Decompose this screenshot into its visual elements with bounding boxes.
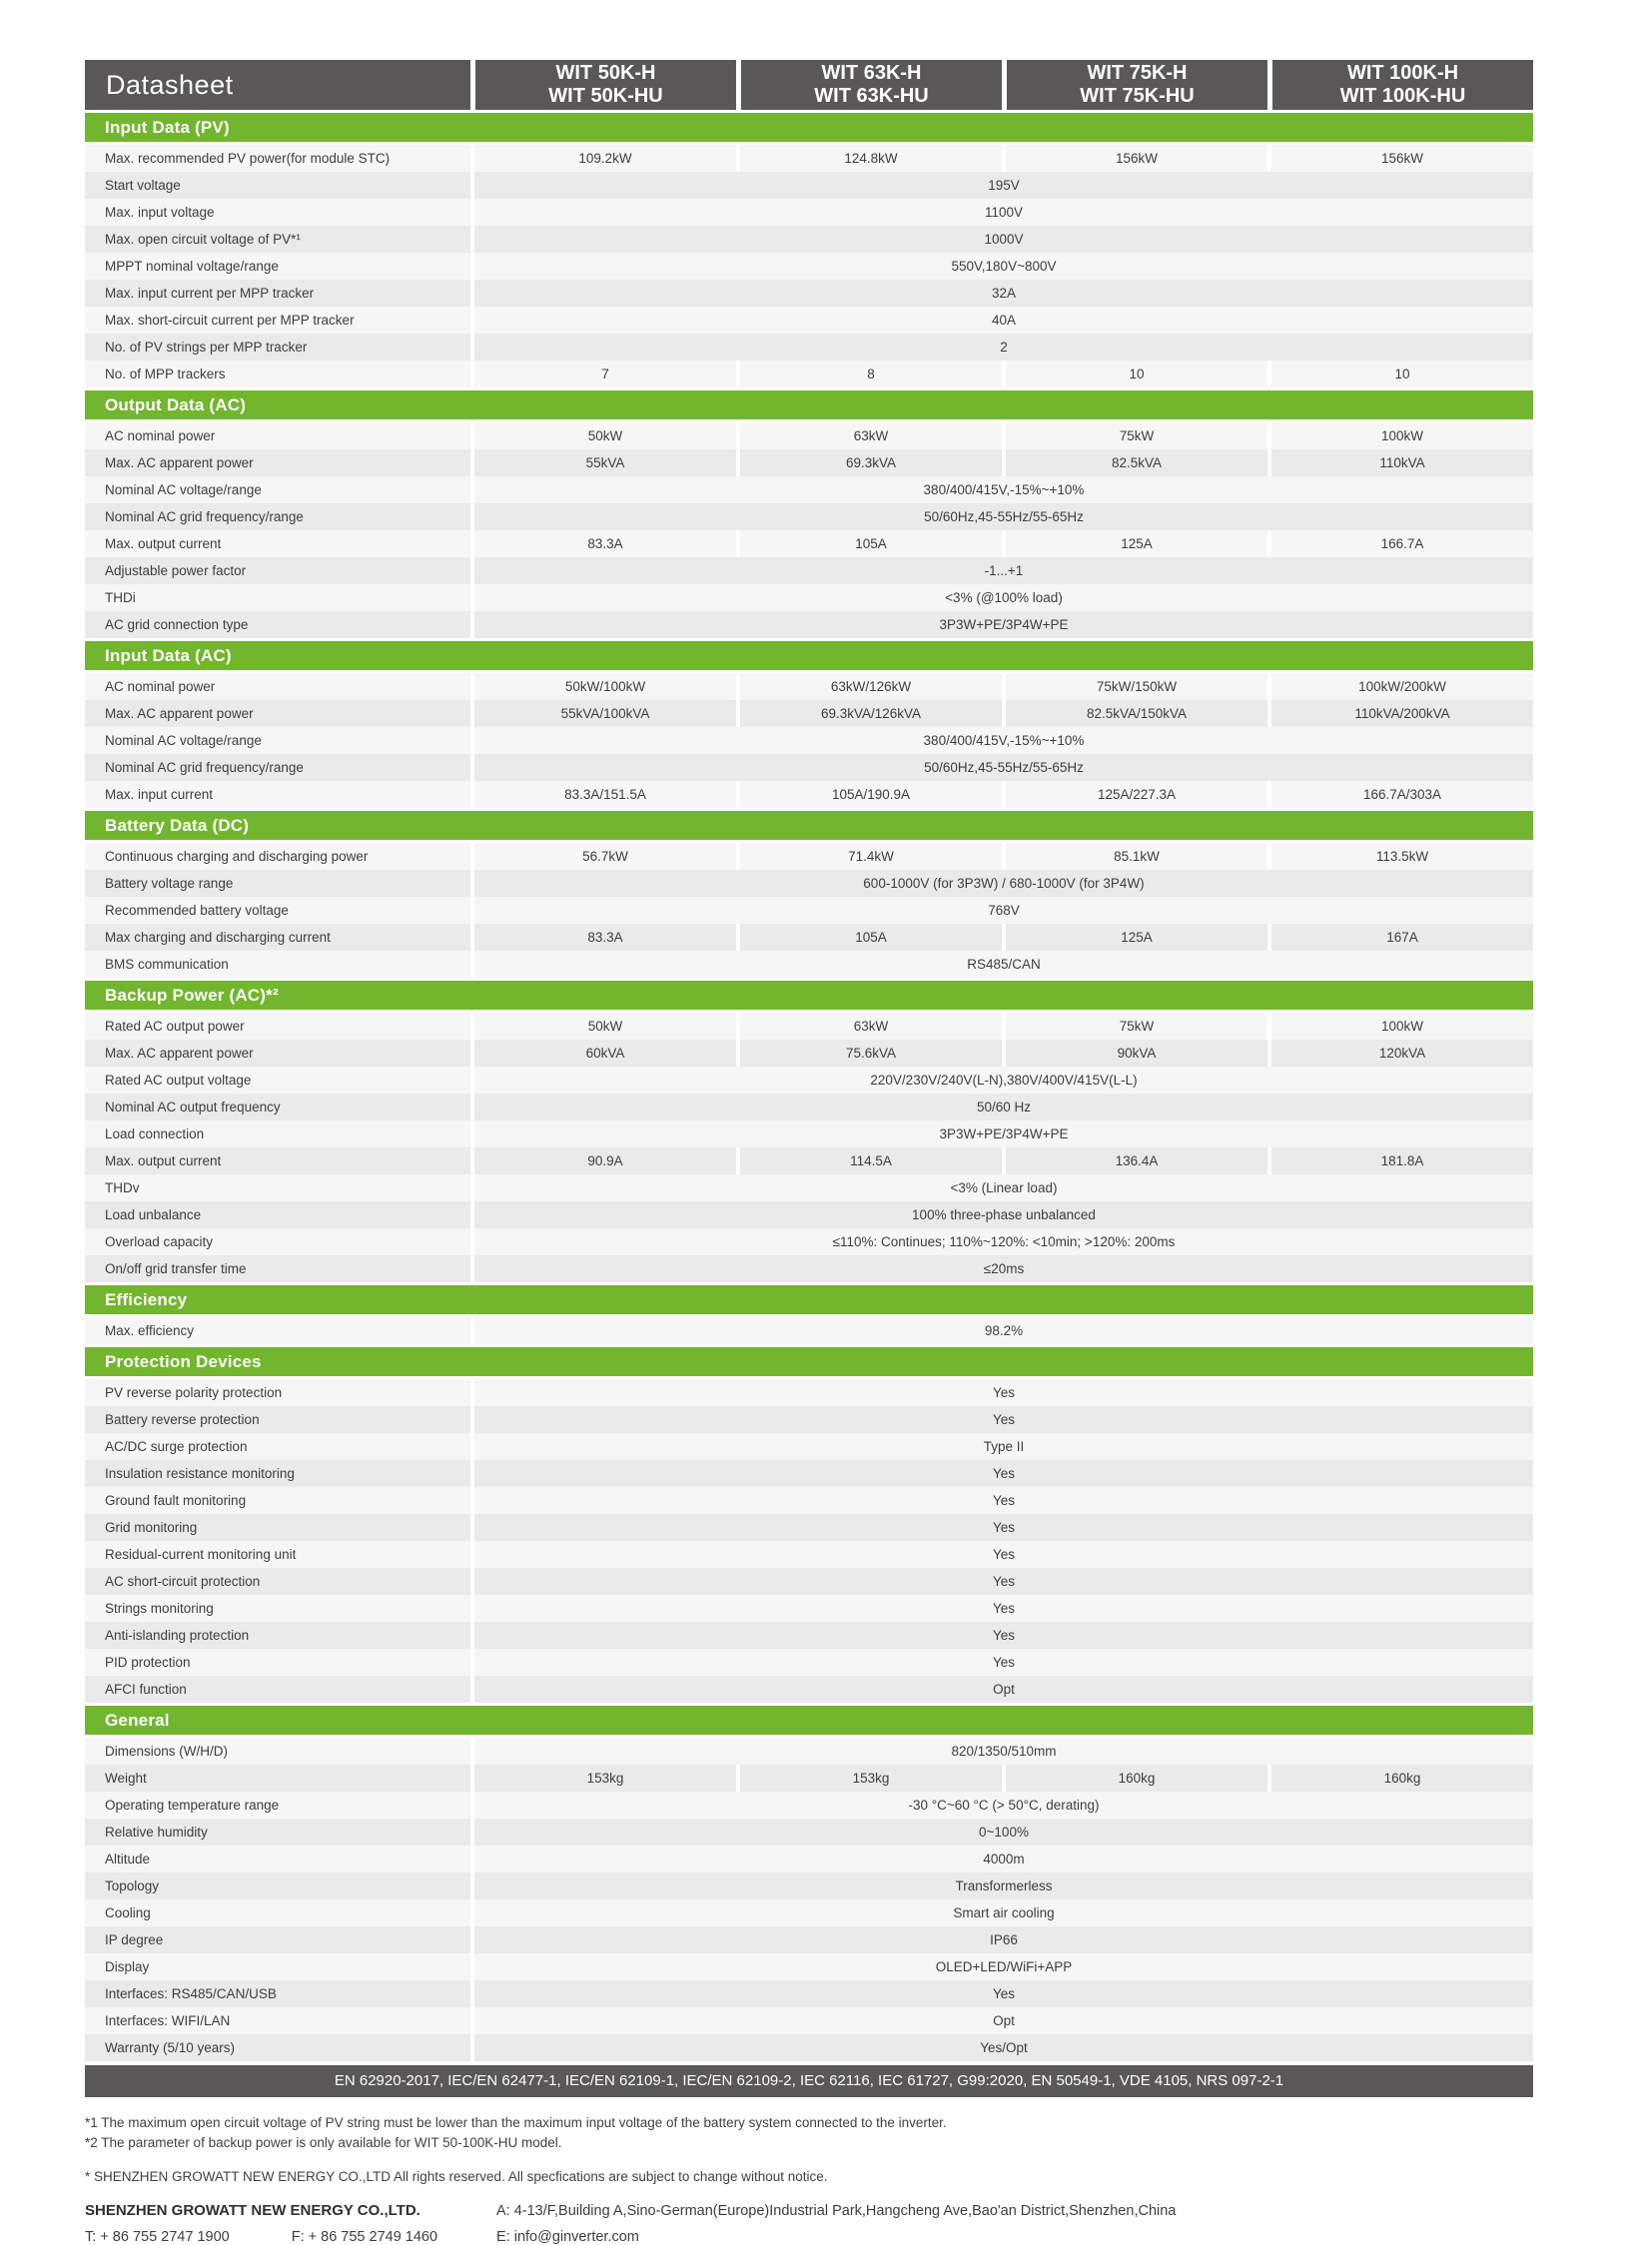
spec-row [85,1649,1533,1676]
spec-row [85,1201,1533,1228]
spec-value: 120kVA [1267,1040,1533,1067]
spec-row [85,1379,1533,1406]
spec-label: IP degree [85,1926,470,1953]
spec-value-span: 768V [470,897,1533,924]
spec-value: 83.3A/151.5A [470,781,736,808]
spec-row [85,1406,1533,1433]
spec-row [85,199,1533,226]
spec-label: No. of PV strings per MPP tracker [85,334,470,361]
spec-row [85,1433,1533,1460]
spec-value: 110kVA/200kVA [1267,700,1533,727]
spec-label: Operating temperature range [85,1792,470,1819]
spec-value-span: <3% (@100% load) [470,584,1533,611]
spec-label: Nominal AC grid frequency/range [85,754,470,781]
spec-value: 136.4A [1002,1147,1267,1174]
spec-row [85,530,1533,557]
company-name: SHENZHEN GROWATT NEW ENERGY CO.,LTD. [85,2202,420,2219]
spec-row [85,1147,1533,1174]
spec-row [85,727,1533,754]
section-header: Backup Power (AC)*² [85,981,1533,1010]
spec-value: 156kW [1002,145,1267,172]
spec-value-span: 220V/230V/240V(L-N),380V/400V/415V(L-L) [470,1067,1533,1094]
spec-row [85,1568,1533,1595]
section-header: General [85,1706,1533,1735]
spec-row [85,1765,1533,1792]
spec-row [85,611,1533,638]
spec-value: 60kVA [470,1040,736,1067]
spec-row [85,1317,1533,1344]
spec-row [85,361,1533,387]
spec-row [85,1738,1533,1765]
footnotes [85,2113,1533,2153]
spec-value-span: 820/1350/510mm [470,1738,1533,1765]
model-name-line1: WIT 50K-H [555,62,656,84]
spec-value: 8 [736,361,1002,387]
spec-row [85,1094,1533,1121]
spec-value-span: ≤110%: Continues; 110%~120%: <10min; >120%: 200ms [470,1228,1533,1255]
spec-value: 105A [736,530,1002,557]
spec-value-span: Opt [470,1676,1533,1703]
spec-value: 71.4kW [736,843,1002,870]
model-column-header [1267,60,1533,110]
spec-row [85,700,1533,727]
spec-label: Max. AC apparent power [85,1040,470,1067]
spec-label: AC short-circuit protection [85,1568,470,1595]
model-name-line2: WIT 75K-HU [1080,85,1195,107]
spec-row [85,145,1533,172]
spec-value-span: Yes [470,1595,1533,1622]
spec-value: 181.8A [1267,1147,1533,1174]
spec-row [85,1487,1533,1514]
spec-label: Rated AC output power [85,1013,470,1040]
spec-label: AC nominal power [85,673,470,700]
spec-value-span: Yes [470,1622,1533,1649]
spec-row [85,1541,1533,1568]
spec-row [85,754,1533,781]
spec-row [85,1819,1533,1846]
spec-label: Load connection [85,1121,470,1147]
spec-label: On/off grid transfer time [85,1255,470,1282]
spec-value-span: -30 °C~60 °C (> 50°C, derating) [470,1792,1533,1819]
spec-label: Max. short-circuit current per MPP tracker [85,307,470,334]
spec-label: Nominal AC output frequency [85,1094,470,1121]
spec-value-span: 1000V [470,226,1533,253]
spec-row [85,1899,1533,1926]
spec-label: Altitude [85,1846,470,1872]
spec-value: 125A [1002,530,1267,557]
spec-row [85,1980,1533,2007]
spec-row [85,476,1533,503]
spec-value: 124.8kW [736,145,1002,172]
spec-label: Weight [85,1765,470,1792]
spec-row [85,843,1533,870]
spec-label: AC/DC surge protection [85,1433,470,1460]
spec-value-span: Yes [470,1406,1533,1433]
spec-label: PV reverse polarity protection [85,1379,470,1406]
spec-value-span: 98.2% [470,1317,1533,1344]
model-name-line2: WIT 100K-HU [1339,85,1466,107]
spec-label: Max. recommended PV power(for module STC) [85,145,470,172]
spec-label: Battery voltage range [85,870,470,897]
spec-label: THDi [85,584,470,611]
spec-row [85,897,1533,924]
spec-value-span: Opt [470,2007,1533,2034]
spec-value: 69.3kVA [736,449,1002,476]
spec-label: Continuous charging and discharging power [85,843,470,870]
spec-label: Nominal AC voltage/range [85,476,470,503]
page-title: Datasheet [85,60,470,110]
spec-value-span: 600-1000V (for 3P3W) / 680-1000V (for 3P4W) [470,870,1533,897]
spec-value: 167A [1267,924,1533,951]
spec-label: Recommended battery voltage [85,897,470,924]
spec-row [85,253,1533,280]
spec-value-span: 50/60Hz,45-55Hz/55-65Hz [470,754,1533,781]
model-column-header [470,60,736,110]
spec-value: 10 [1002,361,1267,387]
spec-value: 160kg [1002,1765,1267,1792]
spec-value: 90kVA [1002,1040,1267,1067]
spec-value-span: -1...+1 [470,557,1533,584]
spec-value: 50kW [470,1013,736,1040]
section-header: Input Data (PV) [85,113,1533,142]
spec-value: 100kW [1267,422,1533,449]
spec-value-span: ≤20ms [470,1255,1533,1282]
spec-table-body [85,113,1533,2061]
spec-label: Nominal AC voltage/range [85,727,470,754]
spec-label: Cooling [85,1899,470,1926]
section-header: Battery Data (DC) [85,811,1533,840]
spec-value: 75kW [1002,422,1267,449]
spec-row [85,584,1533,611]
spec-row [85,951,1533,978]
spec-value: 166.7A [1267,530,1533,557]
spec-value-span: Yes [470,1487,1533,1514]
spec-value: 82.5kVA/150kVA [1002,700,1267,727]
spec-value-span: 50/60 Hz [470,1094,1533,1121]
model-column-header [1002,60,1267,110]
spec-row [85,1792,1533,1819]
spec-row [85,1953,1533,1980]
spec-value-span: Yes [470,1541,1533,1568]
spec-label: BMS communication [85,951,470,978]
spec-label: Anti-islanding protection [85,1622,470,1649]
spec-row [85,1622,1533,1649]
spec-label: Insulation resistance monitoring [85,1460,470,1487]
spec-label: Relative humidity [85,1819,470,1846]
spec-label: Max. output current [85,1147,470,1174]
spec-value-span: Yes [470,1568,1533,1595]
spec-value-span: 550V,180V~800V [470,253,1533,280]
email-address: E: info@ginverter.com [496,2229,639,2245]
spec-value: 55kVA/100kVA [470,700,736,727]
spec-value: 113.5kW [1267,843,1533,870]
spec-value: 50kW [470,422,736,449]
spec-row [85,1228,1533,1255]
spec-label: Overload capacity [85,1228,470,1255]
spec-row [85,280,1533,307]
spec-row [85,172,1533,199]
spec-value-span: Yes [470,1649,1533,1676]
spec-value: 83.3A [470,530,736,557]
spec-value-span: 0~100% [470,1819,1533,1846]
spec-value-span: OLED+LED/WiFi+APP [470,1953,1533,1980]
spec-value: 7 [470,361,736,387]
section-header: Input Data (AC) [85,641,1533,670]
spec-label: Max charging and discharging current [85,924,470,951]
spec-value: 156kW [1267,145,1533,172]
model-name-line2: WIT 50K-HU [548,85,663,107]
spec-label: Dimensions (W/H/D) [85,1738,470,1765]
spec-label: Ground fault monitoring [85,1487,470,1514]
spec-value: 75kW/150kW [1002,673,1267,700]
spec-value-span: IP66 [470,1926,1533,1953]
spec-value-span: Yes [470,1514,1533,1541]
spec-label: Battery reverse protection [85,1406,470,1433]
spec-value-span: 380/400/415V,-15%~+10% [470,476,1533,503]
fax-number: F: + 86 755 2749 1460 [291,2229,438,2245]
spec-label: Warranty (5/10 years) [85,2034,470,2061]
spec-row [85,307,1533,334]
spec-value-span: RS485/CAN [470,951,1533,978]
company-address: A: 4-13/F,Building A,Sino-German(Europe)Industrial Park,Hangcheng Ave,Bao'an District,Shenzhen,China [496,2203,1177,2219]
spec-value: 50kW/100kW [470,673,736,700]
spec-label: PID protection [85,1649,470,1676]
spec-label: Adjustable power factor [85,557,470,584]
spec-label: MPPT nominal voltage/range [85,253,470,280]
spec-value: 63kW [736,1013,1002,1040]
section-header: Output Data (AC) [85,390,1533,419]
spec-row [85,557,1533,584]
spec-label: THDv [85,1174,470,1201]
spec-value-span: Smart air cooling [470,1899,1533,1926]
spec-value-span: 100% three-phase unbalanced [470,1201,1533,1228]
spec-value-span: 40A [470,307,1533,334]
spec-value: 82.5kVA [1002,449,1267,476]
model-column-header [736,60,1002,110]
spec-row [85,1460,1533,1487]
spec-row [85,1121,1533,1147]
spec-row [85,924,1533,951]
spec-value-span: <3% (Linear load) [470,1174,1533,1201]
spec-label: Start voltage [85,172,470,199]
spec-row [85,503,1533,530]
spec-value-span: Transformerless [470,1872,1533,1899]
spec-value: 55kVA [470,449,736,476]
spec-value: 10 [1267,361,1533,387]
spec-label: Max. input voltage [85,199,470,226]
spec-label: Topology [85,1872,470,1899]
spec-row [85,334,1533,361]
spec-value: 100kW/200kW [1267,673,1533,700]
spec-row [85,449,1533,476]
spec-value: 85.1kW [1002,843,1267,870]
spec-label: AC grid connection type [85,611,470,638]
spec-value-span: 4000m [470,1846,1533,1872]
spec-value: 114.5A [736,1147,1002,1174]
spec-value: 69.3kVA/126kVA [736,700,1002,727]
datasheet-page [85,60,1533,2245]
spec-value-span: 2 [470,334,1533,361]
spec-label: Max. input current per MPP tracker [85,280,470,307]
spec-value-span: 50/60Hz,45-55Hz/55-65Hz [470,503,1533,530]
spec-value: 105A [736,924,1002,951]
spec-value: 125A/227.3A [1002,781,1267,808]
section-header: Efficiency [85,1285,1533,1314]
spec-label: Interfaces: WIFI/LAN [85,2007,470,2034]
spec-label: Max. input current [85,781,470,808]
spec-row [85,1676,1533,1703]
spec-row [85,1872,1533,1899]
spec-label: AC nominal power [85,422,470,449]
spec-value: 100kW [1267,1013,1533,1040]
spec-value: 56.7kW [470,843,736,870]
footer [85,2202,1533,2245]
spec-value: 109.2kW [470,145,736,172]
spec-value-span: Yes [470,1379,1533,1406]
model-name-line1: WIT 63K-H [821,62,922,84]
spec-value: 153kg [470,1765,736,1792]
spec-label: No. of MPP trackers [85,361,470,387]
spec-value-span: Type II [470,1433,1533,1460]
spec-value-span: 3P3W+PE/3P4W+PE [470,611,1533,638]
spec-value-span: Yes/Opt [470,2034,1533,2061]
spec-value: 63kW/126kW [736,673,1002,700]
spec-label: Rated AC output voltage [85,1067,470,1094]
spec-label: Nominal AC grid frequency/range [85,503,470,530]
spec-row [85,1514,1533,1541]
model-name-line1: WIT 100K-H [1346,62,1459,84]
phone-number: T: + 86 755 2747 1900 [85,2229,230,2245]
spec-value-span: 380/400/415V,-15%~+10% [470,727,1533,754]
spec-label: Max. AC apparent power [85,700,470,727]
spec-row [85,422,1533,449]
spec-row [85,2034,1533,2061]
footnote-2: *2 The parameter of backup power is only available for WIT 50-100K-HU model. [85,2135,562,2150]
spec-label: AFCI function [85,1676,470,1703]
section-header: Protection Devices [85,1347,1533,1376]
spec-value: 83.3A [470,924,736,951]
spec-label: Max. AC apparent power [85,449,470,476]
spec-row [85,1174,1533,1201]
spec-value: 105A/190.9A [736,781,1002,808]
spec-label: Residual-current monitoring unit [85,1541,470,1568]
spec-row [85,1013,1533,1040]
spec-row [85,1040,1533,1067]
spec-value: 110kVA [1267,449,1533,476]
spec-value-span: 1100V [470,199,1533,226]
spec-row [85,1067,1533,1094]
spec-label: Strings monitoring [85,1595,470,1622]
spec-row [85,673,1533,700]
table-header [85,60,1533,110]
spec-label: Max. open circuit voltage of PV*¹ [85,226,470,253]
spec-row [85,781,1533,808]
spec-value: 90.9A [470,1147,736,1174]
model-name-line2: WIT 63K-HU [814,85,929,107]
spec-label: Max. efficiency [85,1317,470,1344]
spec-value: 125A [1002,924,1267,951]
spec-label: Interfaces: RS485/CAN/USB [85,1980,470,2007]
spec-label: Grid monitoring [85,1514,470,1541]
spec-value-span: Yes [470,1460,1533,1487]
footnote-1: *1 The maximum open circuit voltage of PV string must be lower than the maximum input voltage of the battery system connected to the inverter. [85,2115,947,2130]
spec-value-span: Yes [470,1980,1533,2007]
certifications-bar: EN 62920-2017, IEC/EN 62477-1, IEC/EN 62109-1, IEC/EN 62109-2, IEC 62116, IEC 61727, G99:2020, EN 50549-1, VDE 4105, NRS 097-2-1 [85,2065,1533,2097]
spec-label: Load unbalance [85,1201,470,1228]
spec-value: 166.7A/303A [1267,781,1533,808]
spec-row [85,226,1533,253]
spec-row [85,1255,1533,1282]
spec-value: 160kg [1267,1765,1533,1792]
spec-row [85,2007,1533,2034]
spec-label: Max. output current [85,530,470,557]
spec-value-span: 3P3W+PE/3P4W+PE [470,1121,1533,1147]
spec-row [85,1926,1533,1953]
spec-value: 75kW [1002,1013,1267,1040]
copyright-line: * SHENZHEN GROWATT NEW ENERGY CO.,LTD All rights reserved. All specfications are subject to change without notice. [85,2169,828,2184]
phone-fax-block [85,2229,496,2245]
spec-row [85,1595,1533,1622]
spec-value: 63kW [736,422,1002,449]
spec-value-span: 195V [470,172,1533,199]
spec-row [85,1846,1533,1872]
spec-row [85,870,1533,897]
spec-label: Display [85,1953,470,1980]
spec-value-span: 32A [470,280,1533,307]
spec-value: 75.6kVA [736,1040,1002,1067]
spec-value: 153kg [736,1765,1002,1792]
model-name-line1: WIT 75K-H [1087,62,1188,84]
